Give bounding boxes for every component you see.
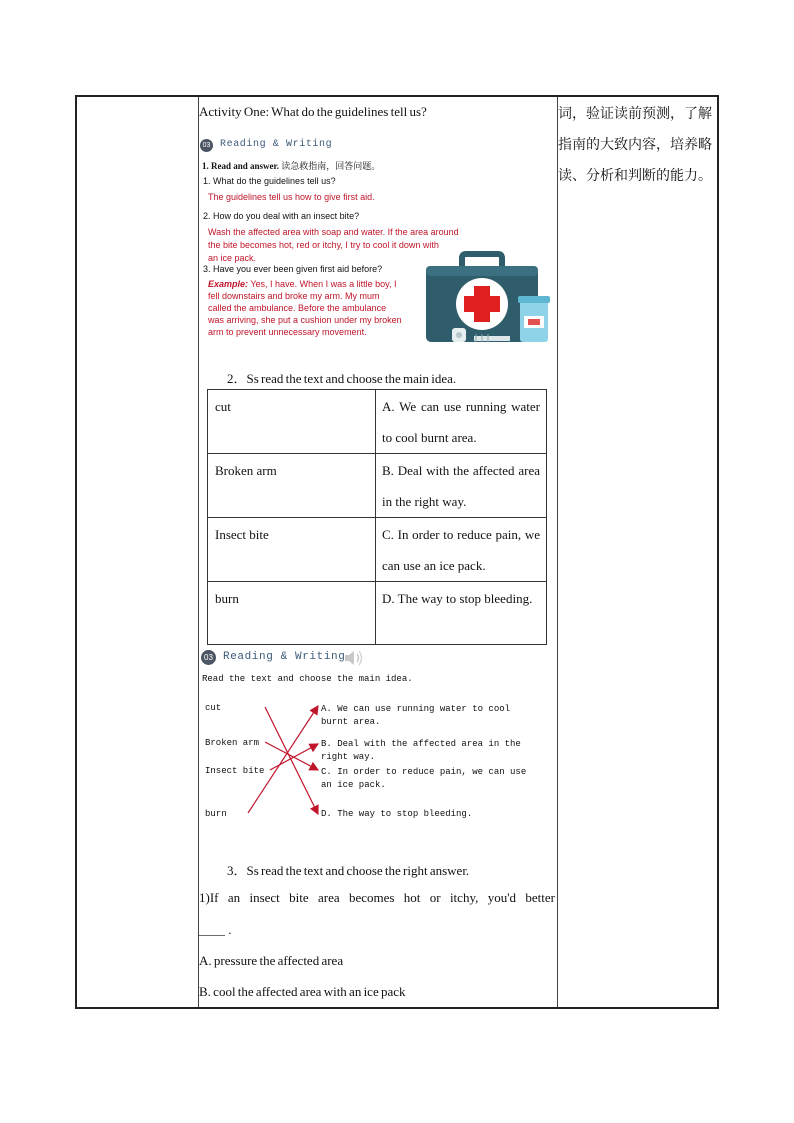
section-title: Reading & Writing <box>223 651 346 663</box>
left-item: Insect bite <box>205 766 265 776</box>
right-item <box>321 738 521 764</box>
left-item: cut <box>205 703 222 713</box>
right-item-line: an ice pack. <box>321 780 386 790</box>
right-item-line: burnt area. <box>321 717 381 727</box>
table-cell-left: Insect bite <box>208 518 376 582</box>
arrow-line <box>248 706 318 813</box>
instruction-cn: 读急救指南，回答问题。 <box>281 161 381 171</box>
answer-2-line: the bite becomes hot, red or itchy, I try to cool it down with <box>208 240 439 250</box>
option-b: B. cool the affected area with an ice pack <box>199 984 406 999</box>
answer-3-line: was arriving, she put a cushion under my broken <box>208 315 402 325</box>
answer-1: The guidelines tell us how to give first aid. <box>208 192 375 202</box>
right-item <box>321 766 526 792</box>
answer-3-line: arm to prevent unnecessary movement. <box>208 327 367 337</box>
table-row <box>208 454 547 518</box>
question-2: 2. How do you deal with an insect bite? <box>203 211 360 221</box>
answer-3-line: Yes, I have. When I was a little boy, I <box>248 279 397 289</box>
answer-3-line: called the ambulance. Before the ambulance <box>208 303 387 313</box>
left-item: burn <box>205 809 227 819</box>
table-row <box>208 390 547 454</box>
answer-blank: ____ . <box>199 922 232 937</box>
right-item <box>321 703 510 729</box>
right-item: D. The way to stop bleeding. <box>321 809 473 819</box>
right-item-line: C. In order to reduce pain, we can use <box>321 767 527 777</box>
example-label: Example: <box>208 279 249 289</box>
table-cell-right: C. In order to reduce pain, we can use an ice pack. <box>376 518 547 582</box>
table-cell-left: Broken arm <box>208 454 376 518</box>
first-aid-kit-icon <box>424 250 552 346</box>
slide-instruction: Read the text and choose the main idea. <box>202 674 413 684</box>
column-divider-2 <box>557 97 558 1007</box>
right-column-note: 词，验证读前预测，了解指南的大致内容，培养略读、分析和判断的能力。 <box>558 106 712 184</box>
step-2-instruction: 2．Ss read the text and choose the main idea. <box>227 371 457 386</box>
table-cell-right: A. We can use running water to cool burnt area. <box>376 390 547 454</box>
table-cell-right: D. The way to stop bleeding. <box>376 582 547 645</box>
step-3-instruction: 3．Ss read the text and choose the right answer. <box>227 863 470 878</box>
instruction <box>202 159 380 172</box>
section-badge: 03 <box>200 139 213 152</box>
answer-2-line: Wash the affected area with soap and water. If the area around <box>208 227 459 237</box>
arrow-line <box>265 707 318 814</box>
answer-2 <box>208 226 459 265</box>
right-item-line: A. We can use running water to cool <box>321 704 511 714</box>
speaker-icon[interactable] <box>343 648 365 668</box>
section-title: Reading & Writing <box>220 139 333 150</box>
section-badge: 03 <box>201 650 216 665</box>
answer-3 <box>208 278 402 338</box>
instruction-bold: 1. Read and answer. <box>202 161 279 171</box>
question-3: 3. Have you ever been given first aid before? <box>203 264 383 274</box>
table-cell-right: B. Deal with the affected area in the right way. <box>376 454 547 518</box>
match-table <box>207 389 547 645</box>
answer-3-line: fell downstairs and broke my arm. My mum <box>208 291 380 301</box>
table-row <box>208 582 547 645</box>
question-text: 1)If an insect bite area becomes hot or itchy, you'd better <box>199 890 555 905</box>
question-1: 1. What do the guidelines tell us? <box>203 176 336 186</box>
right-item-line: right way. <box>321 752 376 762</box>
table-cell-left: cut <box>208 390 376 454</box>
left-item: Broken arm <box>205 738 260 748</box>
table-row <box>208 518 547 582</box>
right-item-line: B. Deal with the affected area in the <box>321 739 521 749</box>
activity-title: Activity One: What do the guidelines tell us? <box>199 104 427 119</box>
option-a: A. pressure the affected area <box>199 953 344 968</box>
matching-arrows <box>240 700 330 820</box>
table-cell-left: burn <box>208 582 376 645</box>
answer-2-line: an ice pack. <box>208 253 257 263</box>
column-divider-1 <box>198 97 199 1007</box>
